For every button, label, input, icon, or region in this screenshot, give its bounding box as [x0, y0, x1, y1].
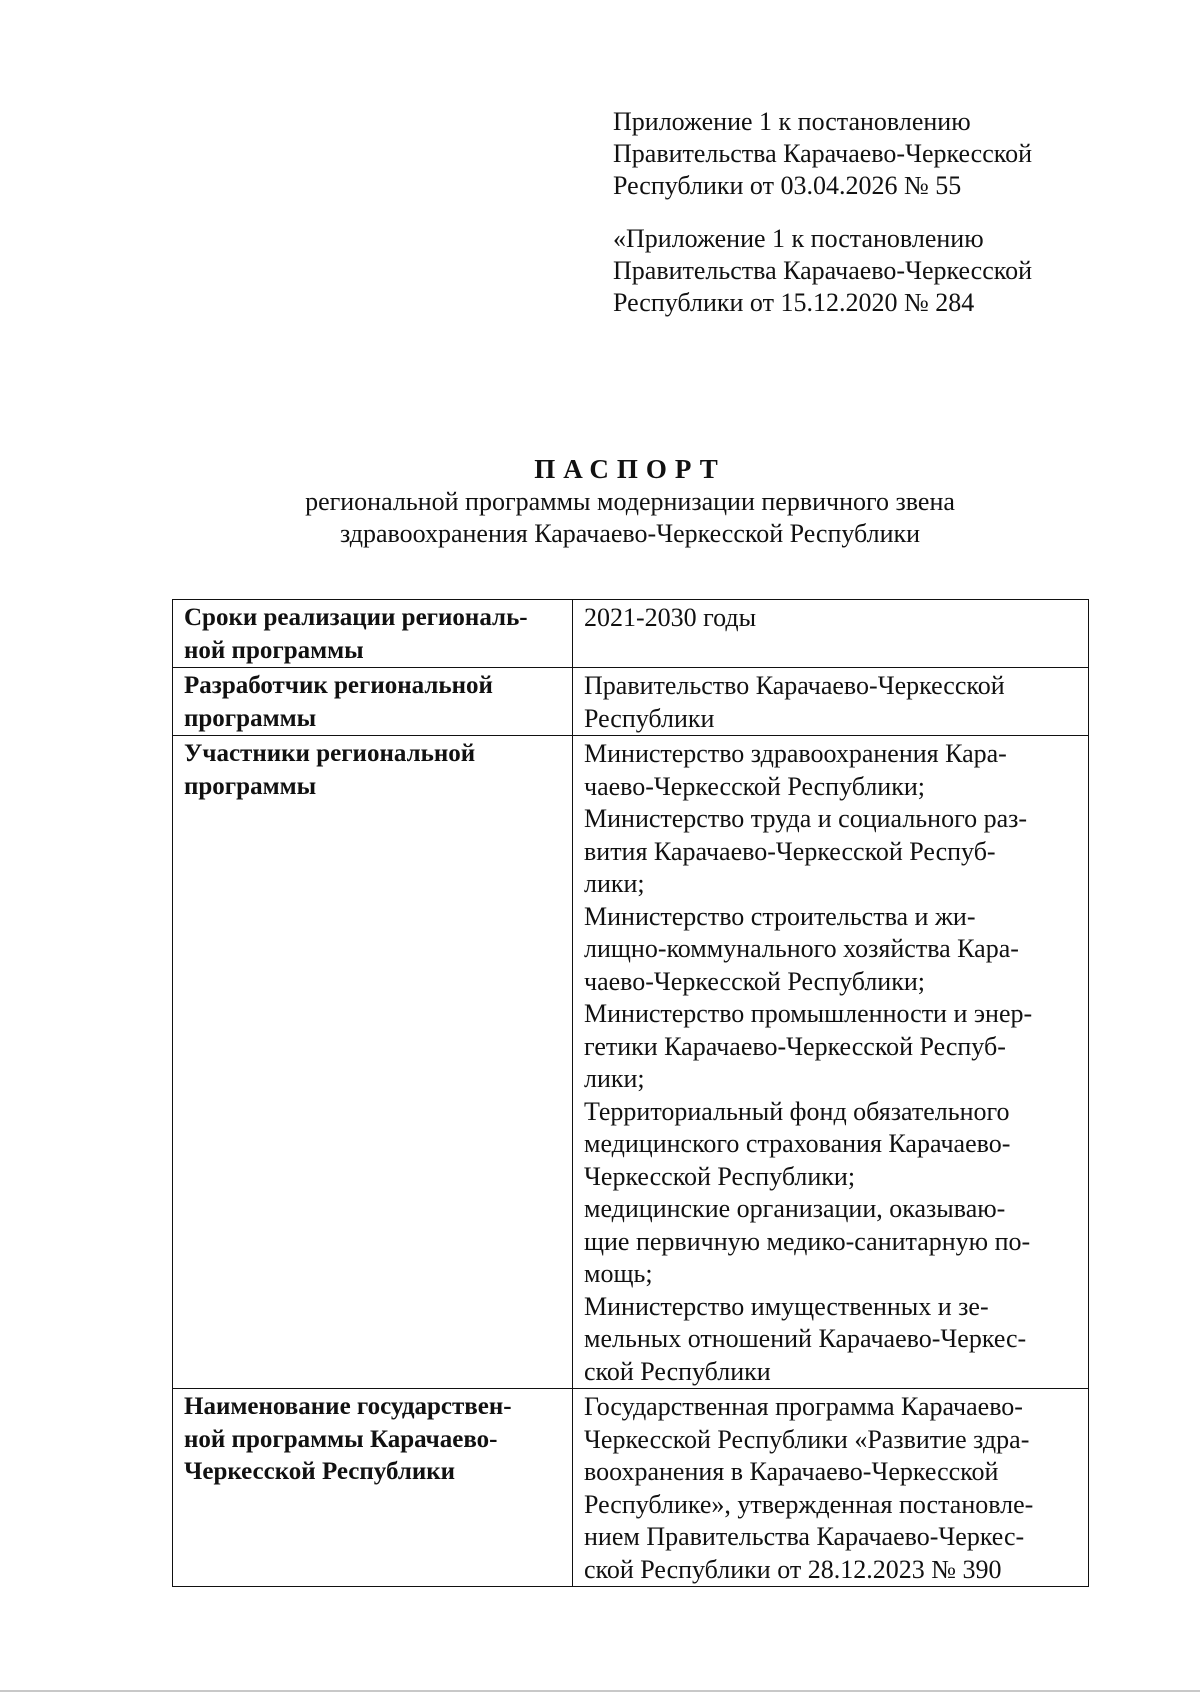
- appendix-original-resolution: [613, 223, 1032, 319]
- value-line: 2021-2030 годы: [584, 603, 757, 632]
- appendix-current-resolution: [613, 106, 1032, 202]
- table-row: [173, 1389, 1089, 1587]
- row-label-cell: [173, 1389, 573, 1587]
- value-line: ской Республики от 28.12.2023 № 390: [584, 1554, 1002, 1584]
- label-line: Разработчик региональной: [184, 672, 493, 699]
- value-line: нием Правительства Карачаево-Черкес-: [584, 1522, 1025, 1551]
- appendix-original-line: Правительства Карачаево-Черкесской: [613, 256, 1032, 285]
- value-line: гетики Карачаево-Черкесской Респуб-: [584, 1031, 1006, 1061]
- document-subtitle-line: здравоохранения Карачаево-Черкесской Республики: [339, 519, 921, 548]
- label-line: программы: [184, 772, 317, 800]
- value-line: Республике», утвержденная постановле-: [584, 1489, 1034, 1519]
- row-value-cell: [573, 736, 1089, 1389]
- row-value-cell: [573, 668, 1089, 736]
- value-line: вития Карачаево-Черкесской Респуб-: [584, 836, 996, 866]
- table-row: [173, 736, 1089, 1389]
- value-line: Министерство промышленности и энер-: [584, 999, 1033, 1028]
- value-line: Министерство труда и социального раз-: [584, 804, 1028, 833]
- passport-table: [172, 599, 1089, 1587]
- row-label-cell: [173, 600, 573, 668]
- label-line: Сроки реализации региональ-: [184, 604, 528, 631]
- value-line: медицинского страхования Карачаево-: [584, 1129, 1011, 1158]
- appendix-original-line: «Приложение 1 к постановлению: [613, 224, 984, 253]
- value-line: Министерство здравоохранения Кара-: [584, 739, 1007, 768]
- row-label-cell: [173, 668, 573, 736]
- appendix-current-line: Правительства Карачаево-Черкесской: [613, 139, 1032, 168]
- label-line: Наименование государствен-: [184, 1393, 512, 1420]
- document-title: ПАСПОРТ: [534, 454, 726, 484]
- document-title-block: [0, 452, 1200, 550]
- value-line: чаево-Черкесской Республики;: [584, 966, 925, 996]
- appendix-current-line: Республики от 03.04.2026 № 55: [613, 171, 962, 200]
- value-line: медицинские организации, оказываю-: [584, 1194, 1006, 1223]
- value-line: мельных отношений Карачаево-Черкес-: [584, 1324, 1027, 1353]
- value-line: Министерство строительства и жи-: [584, 901, 976, 931]
- value-line: лики;: [584, 869, 645, 898]
- appendix-current-line: Приложение 1 к постановлению: [613, 107, 971, 136]
- table-row: [173, 668, 1089, 736]
- row-value-cell: [573, 600, 1089, 668]
- value-line: щие первичную медико-санитарную по-: [584, 1226, 1031, 1256]
- label-line: Участники региональной: [184, 740, 476, 767]
- document-subtitle-line: региональной программы модернизации первичного звена: [305, 487, 955, 516]
- label-line: программы: [184, 704, 317, 732]
- row-label-cell: [173, 736, 573, 1389]
- value-line: Министерство имущественных и зе-: [584, 1291, 989, 1321]
- value-line: Черкесской Республики «Развитие здра-: [584, 1424, 1030, 1454]
- label-line: ной программы Карачаево-: [184, 1425, 498, 1453]
- appendix-original-line: Республики от 15.12.2020 № 284: [613, 288, 975, 317]
- value-line: Республики: [584, 703, 715, 733]
- label-line: ной программы: [184, 636, 364, 664]
- value-line: лики;: [584, 1064, 645, 1093]
- page-bottom-edge: [0, 1690, 1200, 1692]
- value-line: воохранения в Карачаево-Черкесской: [584, 1457, 999, 1486]
- table-row: [173, 600, 1089, 668]
- value-line: Государственная программа Карачаево-: [584, 1392, 1023, 1421]
- value-line: мощь;: [584, 1259, 653, 1288]
- value-line: Правительство Карачаево-Черкесской: [584, 671, 1005, 700]
- label-line: Черкесской Республики: [184, 1458, 456, 1485]
- value-line: чаево-Черкесской Республики;: [584, 771, 925, 801]
- value-line: ской Республики: [584, 1356, 771, 1386]
- row-value-cell: [573, 1389, 1089, 1587]
- value-line: Черкесской Республики;: [584, 1161, 856, 1191]
- value-line: лищно-коммунального хозяйства Кара-: [584, 934, 1019, 963]
- value-line: Территориальный фонд обязательного: [584, 1096, 1010, 1126]
